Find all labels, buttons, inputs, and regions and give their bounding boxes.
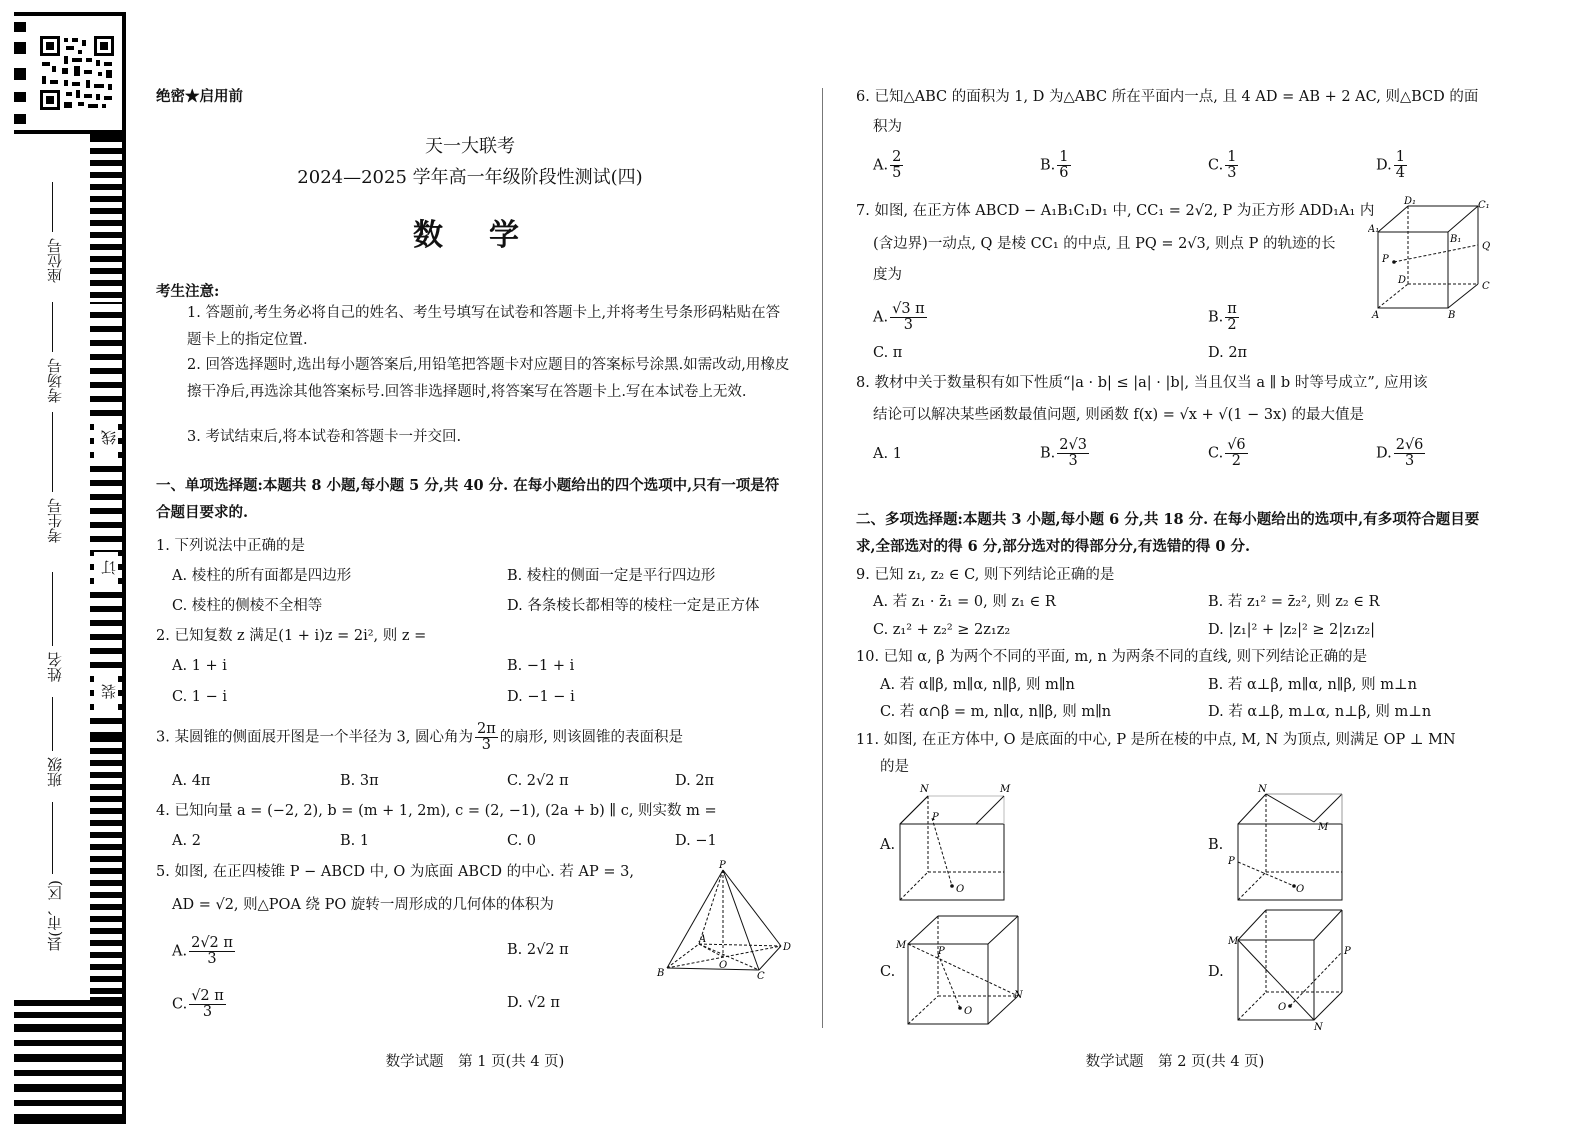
q3-frac-num: 2π bbox=[477, 721, 496, 737]
q4-option-c: C. 0 bbox=[507, 833, 537, 849]
q5-a-prefix: A. bbox=[172, 943, 188, 960]
q11-stem-2: 的是 bbox=[880, 759, 909, 775]
fig5-label-c: C bbox=[757, 971, 765, 980]
fig11d-label-o: O bbox=[1278, 1002, 1287, 1013]
binding-sidebar bbox=[14, 12, 126, 1124]
notice-title: 考生注意: bbox=[156, 283, 220, 300]
q1-stem: 1. 下列说法中正确的是 bbox=[156, 538, 305, 554]
q2-option-a: A. 1 + i bbox=[172, 658, 227, 674]
q6-d-num: 1 bbox=[1395, 149, 1405, 165]
fig7-label-b: B bbox=[1448, 310, 1456, 321]
q3-option-a: A. 4π bbox=[172, 773, 211, 789]
q4-option-d: D. −1 bbox=[675, 833, 717, 849]
fig5-label-p: P bbox=[719, 860, 726, 871]
q5-option-d: D. √2 π bbox=[507, 995, 560, 1011]
q5-c-den: 3 bbox=[202, 1004, 213, 1020]
q8-option-a: A. 1 bbox=[873, 446, 902, 462]
q10-option-c: C. 若 α∩β = m, n∥α, n∥β, 则 m∥n bbox=[880, 704, 1112, 720]
fig5-label-a: A bbox=[699, 934, 707, 945]
q6-b-den: 6 bbox=[1059, 165, 1069, 181]
q10-option-d: D. 若 α⊥β, m⊥α, n⊥β, 则 m⊥n bbox=[1208, 704, 1432, 720]
cube-figure-q11-d bbox=[1228, 904, 1358, 1032]
q6-stem-1: 6. 已知△ABC 的面积为 1, D 为△ABC 所在平面内一点, 且 4 AD = AB + 2 AC, 则△BCD 的面 bbox=[856, 89, 1479, 105]
fig7-label-c: C bbox=[1482, 281, 1490, 292]
q1-option-a: A. 棱柱的所有面都是四边形 bbox=[172, 568, 352, 584]
q7-stem-1: 7. 如图, 在正方体 ABCD − A₁B₁C₁D₁ 中, CC₁ = 2√2, P 为正方形 ADD₁A₁ 内 bbox=[856, 203, 1375, 219]
q5-a-num: 2√2 π bbox=[191, 935, 233, 951]
class-label: 班级 bbox=[46, 757, 64, 787]
notice-2: 2. 回答选择题时,选出每小题答案后,用铅笔把答题卡对应题目的答案标号涂黑.如需改动,用橡皮擦干净后,再选涂其他答案标号.回答非选择题时,将答案写在答题卡上.写在本试卷上无效. bbox=[187, 357, 790, 400]
fig11b-label-p: P bbox=[1228, 856, 1235, 867]
fig7-label-a1: A₁ bbox=[1368, 224, 1380, 235]
fig11d-label-m: M bbox=[1228, 936, 1239, 947]
fig5-label-b: B bbox=[657, 968, 665, 979]
fig11c-label-o: O bbox=[964, 1006, 973, 1017]
q3-option-b: B. 3π bbox=[340, 773, 379, 789]
q11-label-d: D. bbox=[1208, 964, 1224, 980]
fig11a-label-n: N bbox=[920, 784, 929, 795]
q6-option-d bbox=[1376, 150, 1409, 181]
page-divider bbox=[822, 88, 823, 1028]
q4-option-a: A. 2 bbox=[172, 833, 201, 849]
q4-stem: 4. 已知向量 a = (−2, 2), b = (m + 1, 2m), c = (2, −1), (2a + b) ∥ c, 则实数 m = bbox=[156, 803, 717, 819]
q6-stem-2: 积为 bbox=[873, 119, 902, 135]
q3-stem bbox=[156, 722, 683, 753]
q7-b-prefix: B. bbox=[1208, 309, 1224, 326]
q8-c-prefix: C. bbox=[1208, 445, 1224, 462]
q8-c-den: 2 bbox=[1231, 453, 1242, 469]
q9-option-b: B. 若 z₁² = z̄₂², 则 z₂ ∈ R bbox=[1208, 594, 1380, 610]
q2-option-d: D. −1 − i bbox=[507, 689, 575, 705]
q6-c-num: 1 bbox=[1227, 149, 1237, 165]
county-label: 县(市、区) bbox=[46, 880, 64, 952]
section-2-heading: 二、多项选择题:本题共 3 小题,每小题 6 分,共 18 分. 在每小题给出的选项中,有多项符合题目要求,全部选对的得 6 分,部分选对的得部分分,有选错的得 0 分. bbox=[856, 511, 1480, 555]
q2-option-b: B. −1 + i bbox=[507, 658, 575, 674]
q6-option-c bbox=[1208, 150, 1240, 181]
q5-a-den: 3 bbox=[207, 951, 217, 967]
q8-b-den: 3 bbox=[1068, 453, 1078, 469]
fig11a-label-p: P bbox=[932, 812, 939, 823]
cube-figure-q11-a bbox=[894, 782, 1014, 902]
q1-option-d: D. 各条棱长都相等的棱柱一定是正方体 bbox=[507, 598, 760, 614]
fig7-label-p: P bbox=[1382, 254, 1389, 265]
section-1-heading: 一、单项选择题:本题共 8 小题,每小题 5 分,共 40 分. 在每小题给出的四个选项中,只有一项是符合题目要求的. bbox=[156, 477, 780, 521]
fig7-label-b1: B₁ bbox=[1450, 234, 1462, 245]
q8-stem-2: 结论可以解决某些函数最值问题, 则函数 f(x) = √x + √(1 − 3x) 的最大值是 bbox=[873, 407, 1364, 423]
q6-b-num: 1 bbox=[1059, 149, 1069, 165]
notice-3: 3. 考试结束后,将本试卷和答题卡一并交回. bbox=[187, 429, 462, 445]
q11-label-c: C. bbox=[880, 964, 896, 980]
q7-option-b bbox=[1208, 302, 1241, 333]
binding-mark-pack: 装 bbox=[100, 684, 118, 699]
q8-option-c bbox=[1208, 438, 1250, 469]
q10-stem: 10. 已知 α, β 为两个不同的平面, m, n 为两条不同的直线, 则下列结论正确的是 bbox=[856, 649, 1368, 665]
q3-option-c: C. 2√2 π bbox=[507, 773, 569, 789]
q2-option-c: C. 1 − i bbox=[172, 689, 228, 705]
page2-footer: 数学试题 第 2 页(共 4 页) bbox=[1085, 1054, 1265, 1070]
fig11d-label-n: N bbox=[1314, 1022, 1323, 1032]
q8-option-b bbox=[1040, 438, 1091, 469]
q7-option-c: C. π bbox=[873, 345, 903, 361]
fig7-label-d: D bbox=[1398, 275, 1407, 286]
fig11b-label-n: N bbox=[1258, 784, 1267, 795]
q6-a-den: 5 bbox=[892, 165, 902, 181]
q7-b-den: 2 bbox=[1227, 317, 1237, 333]
cube-figure-q11-b bbox=[1228, 782, 1350, 902]
exam-title: 2024—2025 学年高一年级阶段性测试(四) bbox=[297, 167, 643, 188]
q9-stem: 9. 已知 z₁, z₂ ∈ C, 则下列结论正确的是 bbox=[856, 567, 1115, 583]
org-title: 天一大联考 bbox=[425, 136, 515, 157]
q3-stem-b: 的扇形, 则该圆锥的表面积是 bbox=[499, 729, 683, 746]
q3-frac-den: 3 bbox=[481, 737, 491, 753]
q6-d-prefix: D. bbox=[1376, 157, 1392, 174]
q8-b-num: 2√3 bbox=[1059, 437, 1087, 453]
q3-option-d: D. 2π bbox=[675, 773, 715, 789]
q6-option-a bbox=[873, 150, 905, 181]
room-number-label: 考场号 bbox=[46, 358, 64, 403]
q7-option-d: D. 2π bbox=[1208, 345, 1248, 361]
q9-option-c: C. z₁² + z₂² ≥ 2z₁z₂ bbox=[873, 622, 1011, 638]
name-label: 姓名 bbox=[46, 652, 64, 682]
q7-stem-3: 度为 bbox=[873, 267, 902, 283]
q5-stem-1: 5. 如图, 在正四棱锥 P − ABCD 中, O 为底面 ABCD 的中心. 若 AP = 3, bbox=[156, 864, 634, 880]
q5-option-c bbox=[172, 989, 228, 1020]
q6-d-den: 4 bbox=[1395, 165, 1405, 181]
student-number-label: 考生号 bbox=[46, 498, 64, 543]
q6-a-num: 2 bbox=[892, 149, 902, 165]
notice-1: 1. 答题前,考生务必将自己的姓名、考生号填写在试卷和答题卡上,并将考生号条形码粘贴在答题卡上的指定位置. bbox=[187, 305, 781, 348]
q7-a-num: √3 π bbox=[892, 301, 925, 317]
q7-stem-2: (含边界)一动点, Q 是棱 CC₁ 的中点, 且 PQ = 2√3, 则点 P 的轨迹的长 bbox=[873, 236, 1336, 252]
fig7-label-c1: C₁ bbox=[1478, 200, 1490, 211]
fig11d-label-p: P bbox=[1344, 946, 1351, 957]
q7-option-a bbox=[873, 302, 929, 333]
q11-label-a: A. bbox=[880, 837, 896, 853]
q7-a-prefix: A. bbox=[873, 309, 889, 326]
binding-mark-line: 线 bbox=[100, 430, 118, 445]
pyramid-figure bbox=[655, 860, 795, 980]
q7-b-num: π bbox=[1227, 301, 1237, 317]
q2-stem: 2. 已知复数 z 满足(1 + i)z = 2i², 则 z = bbox=[156, 628, 427, 644]
q5-stem-2: AD = √2, 则△POA 绕 PO 旋转一周形成的几何体的体积为 bbox=[172, 897, 554, 913]
cube-figure-q7 bbox=[1368, 194, 1498, 322]
q4-option-b: B. 1 bbox=[340, 833, 370, 849]
fig11c-label-p: P bbox=[938, 946, 945, 957]
subject-title: 数 学 bbox=[413, 218, 527, 253]
q6-c-prefix: C. bbox=[1208, 157, 1224, 174]
q8-d-num: 2√6 bbox=[1395, 437, 1424, 453]
qr-code-icon bbox=[38, 34, 116, 112]
fig11a-label-o: O bbox=[956, 884, 965, 895]
seat-number-label: 座位号 bbox=[46, 238, 64, 283]
fig5-label-o: O bbox=[719, 960, 728, 971]
q11-stem-1: 11. 如图, 在正方体中, O 是底面的中心, P 是所在棱的中点, M, N 为顶点, 则满足 OP ⊥ MN bbox=[856, 732, 1456, 748]
fig11b-label-o: O bbox=[1296, 884, 1305, 895]
q10-option-a: A. 若 α∥β, m∥α, n∥β, 则 m∥n bbox=[880, 677, 1075, 693]
q5-c-num: √2 π bbox=[191, 988, 224, 1004]
q8-c-num: √6 bbox=[1227, 437, 1246, 453]
q5-c-prefix: C. bbox=[172, 996, 188, 1013]
q6-c-den: 3 bbox=[1227, 165, 1237, 181]
q8-d-den: 3 bbox=[1404, 453, 1415, 469]
q5-option-a bbox=[172, 936, 237, 967]
q8-option-d bbox=[1376, 438, 1427, 469]
fig11c-label-n: N bbox=[1014, 990, 1023, 1001]
q10-option-b: B. 若 α⊥β, m∥α, n∥β, 则 m⊥n bbox=[1208, 677, 1417, 693]
fig7-label-d1: D₁ bbox=[1404, 196, 1417, 207]
q6-a-prefix: A. bbox=[873, 157, 889, 174]
q6-b-prefix: B. bbox=[1040, 157, 1056, 174]
cube-figure-q11-c bbox=[894, 910, 1034, 1028]
page1-footer: 数学试题 第 1 页(共 4 页) bbox=[385, 1054, 565, 1070]
secret-label: 绝密★启用前 bbox=[156, 88, 243, 105]
fig5-label-d: D bbox=[783, 942, 792, 953]
q8-stem-1: 8. 教材中关于数量积有如下性质“|a · b| ≤ |a| · |b|, 当且仅当 a ∥ b 时等号成立”, 应用该 bbox=[856, 375, 1428, 391]
q1-option-c: C. 棱柱的侧棱不全相等 bbox=[172, 598, 323, 614]
q9-option-a: A. 若 z₁ · z̄₁ = 0, 则 z₁ ∈ R bbox=[873, 594, 1056, 610]
fig11a-label-m: M bbox=[1000, 784, 1011, 795]
q8-b-prefix: B. bbox=[1040, 445, 1056, 462]
fig7-label-q: Q bbox=[1482, 241, 1491, 252]
fig11b-label-m: M bbox=[1318, 822, 1329, 833]
q11-label-b: B. bbox=[1208, 837, 1224, 853]
binding-mark-staple: 订 bbox=[100, 560, 118, 575]
q6-option-b bbox=[1040, 150, 1073, 181]
fig11c-label-m: M bbox=[896, 940, 907, 951]
q7-a-den: 3 bbox=[903, 317, 914, 333]
fig7-label-a: A bbox=[1372, 310, 1380, 321]
q1-option-b: B. 棱柱的侧面一定是平行四边形 bbox=[507, 568, 716, 584]
q3-stem-a: 3. 某圆锥的侧面展开图是一个半径为 3, 圆心角为 bbox=[156, 729, 473, 746]
q8-d-prefix: D. bbox=[1376, 445, 1392, 462]
q9-option-d: D. |z₁|² + |z₂|² ≥ 2|z₁z₂| bbox=[1208, 622, 1376, 638]
q5-option-b: B. 2√2 π bbox=[507, 942, 569, 958]
